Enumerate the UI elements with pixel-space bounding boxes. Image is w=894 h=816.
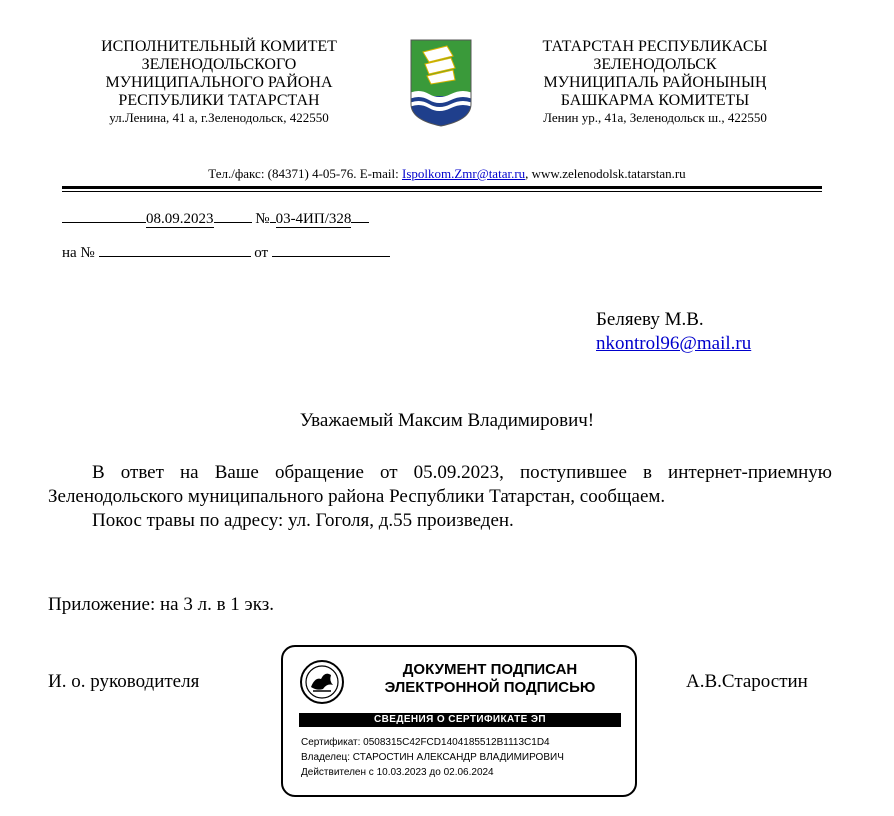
org-address-tatar: Ленин ур., 41а, Зеленодольск ш., 422550: [543, 110, 767, 125]
tatarstan-emblem-icon: [299, 659, 345, 705]
letter-body: [48, 461, 832, 533]
stamp-certificate-details: [301, 735, 564, 780]
org-line: МУНИЦИПАЛЬ РАЙОНЫНЫҢ: [543, 74, 767, 91]
signer-position: И. о. руководителя: [48, 671, 200, 692]
reg-number: 03-4ИП/328: [275, 211, 352, 227]
org-name-tatar: [490, 38, 820, 125]
org-line: ЗЕЛЕНОДОЛЬСК: [593, 56, 717, 73]
org-line: МУНИЦИПАЛЬНОГО РАЙОНА: [105, 74, 333, 91]
stamp-title-line: ЭЛЕКТРОННОЙ ПОДПИСЬЮ: [384, 679, 596, 696]
org-line: РЕСПУБЛИКИ ТАТАРСТАН: [118, 92, 320, 109]
contact-email-link[interactable]: Ispolkom.Zmr@tatar.ru: [401, 166, 526, 181]
salutation: Уважаемый Максим Владимирович!: [299, 410, 595, 431]
org-line: БАШКАРМА КОМИТЕТЫ: [560, 92, 750, 109]
coat-of-arms-emblem: [407, 38, 475, 128]
org-name-russian: [60, 38, 378, 125]
stamp-title: [361, 661, 619, 697]
reg-number-label: №: [255, 211, 270, 227]
recipient-email-link[interactable]: nkontrol96@mail.ru: [596, 333, 752, 354]
contact-website: , www.zelenodolsk.tatarstan.ru: [525, 166, 686, 181]
org-line: ИСПОЛНИТЕЛЬНЫЙ КОМИТЕТ: [101, 38, 337, 55]
org-address-russian: ул.Ленина, 41 а, г.Зеленодольск, 422550: [109, 110, 329, 125]
org-line: ЗЕЛЕНОДОЛЬСКОГО: [141, 56, 297, 73]
signer-name: А.В.Старостин: [686, 671, 808, 692]
stamp-owner: Владелец: СТАРОСТИН АЛЕКСАНДР ВЛАДИМИРОВИЧ: [301, 752, 564, 763]
header-divider-thick: [62, 186, 822, 189]
body-paragraph: В ответ на Ваше обращение от 05.09.2023, поступившее в интернет-приемную Зеленодольского муниципального района Республики Татарстан, сообщаем.: [48, 462, 832, 507]
registration-date-number: [62, 206, 369, 228]
recipient-block: [596, 308, 751, 356]
contact-line: [0, 166, 894, 182]
header-divider-thin: [62, 191, 822, 192]
org-line: ТАТАРСТАН РЕСПУБЛИКАСЫ: [542, 38, 768, 55]
from-label: от: [254, 245, 269, 261]
body-paragraph: Покос травы по адресу: ул. Гоголя, д.55 произведен.: [92, 510, 514, 531]
stamp-certificate-band: СВЕДЕНИЯ О СЕРТИФИКАТЕ ЭП: [299, 713, 621, 727]
registration-reference: [62, 240, 390, 262]
stamp-validity: Действителен с 10.03.2023 до 02.06.2024: [301, 767, 494, 778]
reg-date: 08.09.2023: [146, 211, 214, 227]
contact-phone: Тел./факс: (84371) 4-05-76. E-mail:: [208, 166, 402, 181]
ref-label: на №: [62, 245, 95, 261]
electronic-signature-stamp: [281, 645, 637, 797]
attachment-note: Приложение: на 3 л. в 1 экз.: [48, 594, 274, 615]
stamp-title-line: ДОКУМЕНТ ПОДПИСАН: [402, 661, 578, 678]
recipient-name: Беляеву М.В.: [596, 309, 704, 330]
stamp-certificate: Сертификат: 0508315C42FCD1404185512B1113C1D4: [301, 737, 550, 748]
